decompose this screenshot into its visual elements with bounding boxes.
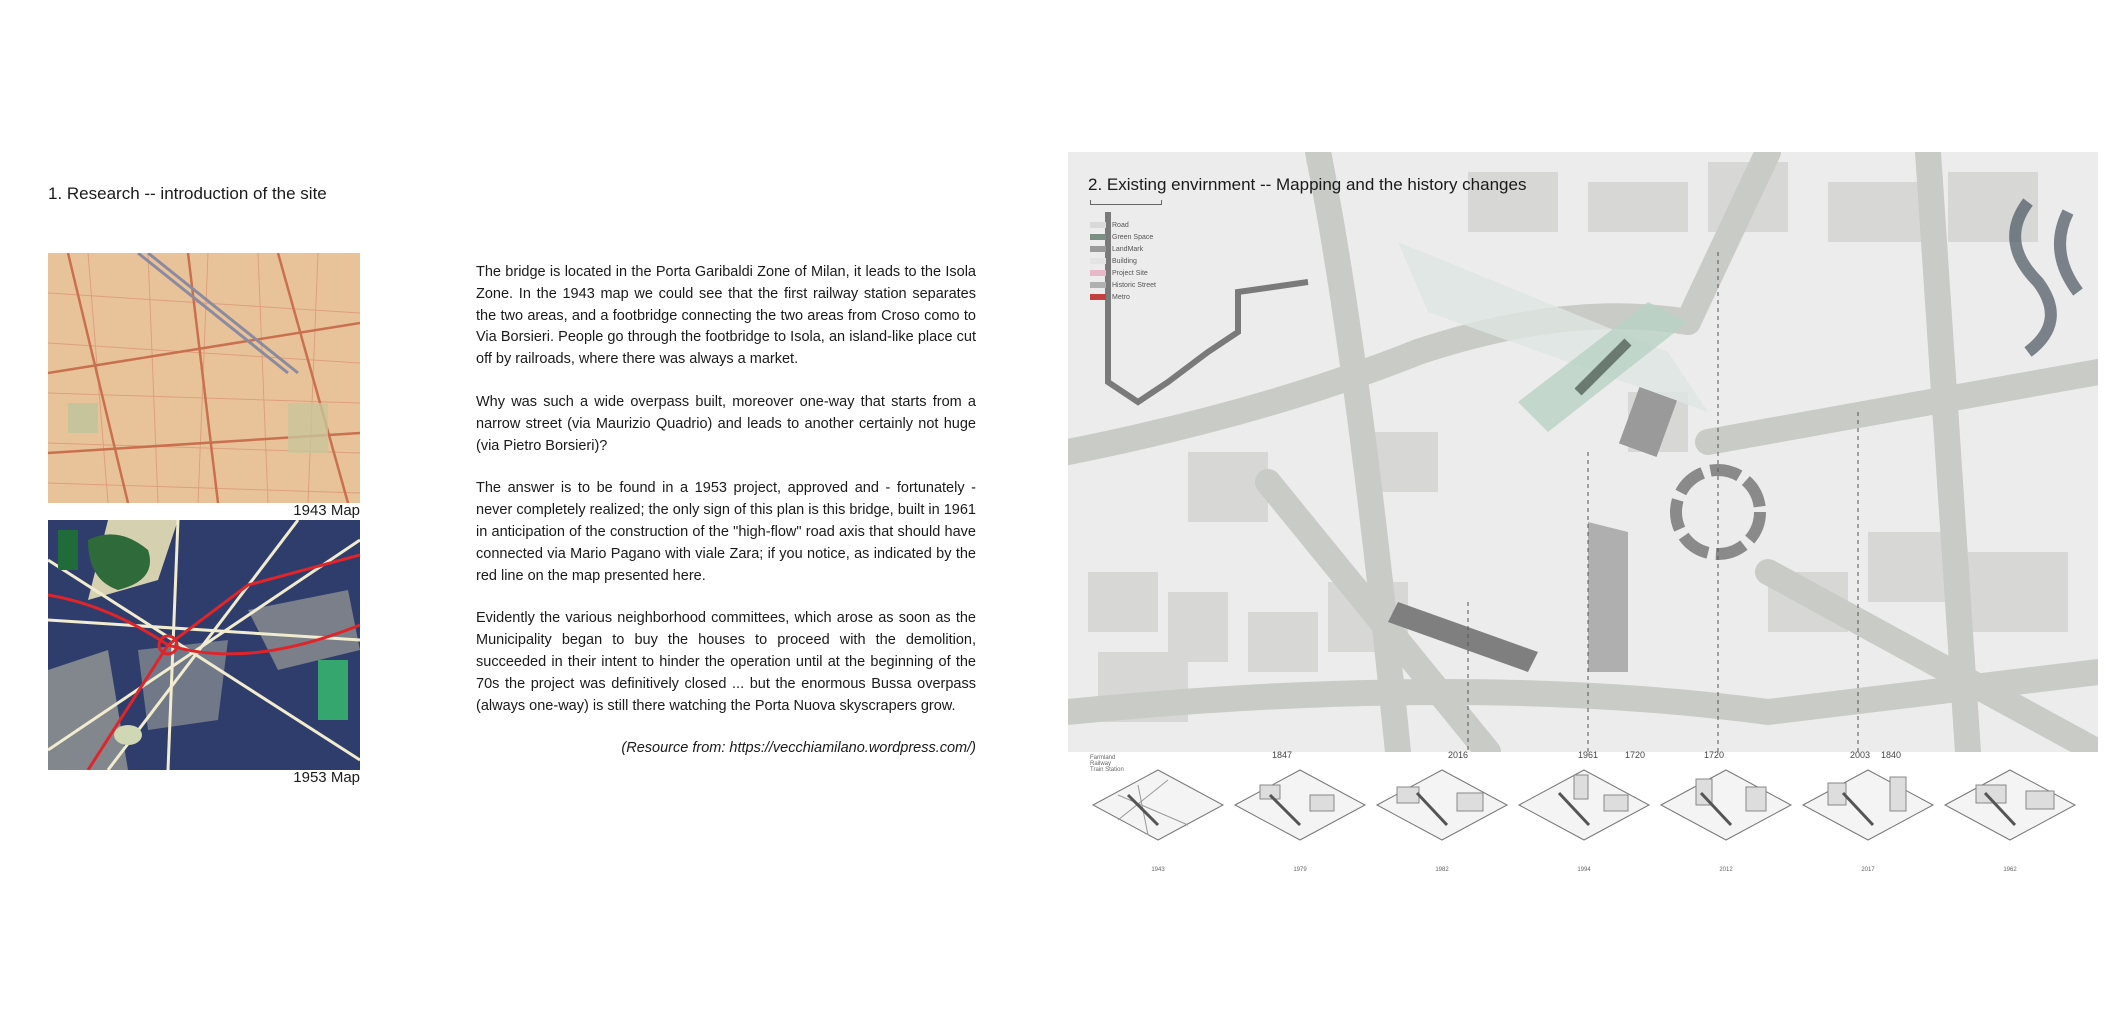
- timeline-year: 1720: [1703, 750, 1725, 760]
- map-1943-image: [48, 253, 360, 503]
- timeline-year: 2016: [1447, 750, 1469, 760]
- axon-label: 1994: [1577, 867, 1591, 873]
- legend-swatch: [1090, 270, 1106, 276]
- legend-item: [1090, 231, 1162, 243]
- legend-swatch: [1090, 282, 1106, 288]
- legend-label: Farmland: [1090, 755, 1116, 761]
- axon-label: 2012: [1719, 867, 1733, 873]
- scale-bar: [1090, 200, 1162, 205]
- legend-item: [1090, 267, 1162, 279]
- axon-diagram: [1088, 765, 1228, 875]
- paragraph: Evidently the various neighborhood committees, which arose as soon as the Municipality began to buy the houses to proceed with the demolition, succeeded in their intent to hinder the operation until at the beginning of the 70s the project was definitively closed ... but the enormous Bussa overpass (always one-way) is still there watching the Porta Nuova skyscrapers grow.: [476, 610, 976, 714]
- legend-label: Project Site: [1112, 269, 1148, 277]
- legend-label: Historic Street: [1112, 281, 1156, 289]
- axon-label: 1943: [1151, 867, 1165, 873]
- legend-label: LandMark: [1112, 245, 1144, 253]
- paragraph: Why was such a wide overpass built, moreover one-way that starts from a narrow street (via Maurizio Quadrio) and leads to another certainly not huge (via Pietro Borsieri)?: [476, 393, 976, 454]
- legend-swatch: [1090, 294, 1106, 300]
- axon-label: 1979: [1293, 867, 1307, 873]
- axon-diagram: [1656, 765, 1796, 875]
- source-citation: (Resource from: https://vecchiamilano.wordpress.com/): [621, 740, 976, 757]
- section-title: 2. Existing envirnment -- Mapping and the history changes: [1088, 175, 1527, 194]
- axon-label: 1982: [1435, 867, 1449, 873]
- paragraph: The answer is to be found in a 1953 project, approved and - fortunately - never completely realized; the only sign of this plan is this bridge, built in 1961 in anticipation of the construction of the "high-flow" road axis that should have connected via Mario Pagano with viale Zara; if you notice, as indicated by the red line on the map presented here.: [476, 480, 976, 584]
- timeline-year: 1961: [1577, 750, 1599, 760]
- legend-item: [1090, 291, 1162, 303]
- map-1953-caption: 1953 Map: [293, 769, 360, 786]
- paragraph: The bridge is located in the Porta Garibaldi Zone of Milan, it leads to the Isola Zone. In the 1943 map we could see that the first railway station separates the two areas, and a footbridge connecting the two areas from Croso como to Via Borsieri. People go through the footbridge to Isola, an island-like place cut off by railroads, where there was always a market.: [476, 264, 976, 368]
- legend-swatch: [1090, 234, 1106, 240]
- legend-swatch: [1090, 222, 1106, 228]
- legend-label: Building: [1112, 257, 1137, 265]
- timeline-year: 1847: [1271, 750, 1293, 760]
- legend-label: Road: [1112, 221, 1129, 229]
- legend-swatch: [1090, 246, 1106, 252]
- axon-diagram: [1798, 765, 1938, 875]
- timeline-years: [1068, 750, 2098, 766]
- timeline-year: 2003: [1849, 750, 1871, 760]
- legend-label: Metro: [1112, 293, 1130, 301]
- legend-item: [1090, 279, 1162, 291]
- legend-item: [1090, 219, 1162, 231]
- axon-diagram: [1372, 765, 1512, 875]
- axon-diagram: [1514, 765, 1654, 875]
- axon-label: 1962: [2003, 867, 2017, 873]
- section-title: 1. Research -- introduction of the site: [48, 184, 327, 203]
- legend-item: [1090, 255, 1162, 267]
- legend-label: Railway: [1090, 761, 1112, 767]
- axon-label: 2017: [1861, 867, 1875, 873]
- axon-diagram: [1230, 765, 1370, 875]
- site-map-image: [1068, 152, 2098, 752]
- legend-item: [1090, 243, 1162, 255]
- legend-label: Green Space: [1112, 233, 1154, 241]
- map-1953-image: [48, 520, 360, 770]
- axonometric-series: [1088, 765, 2088, 875]
- timeline-year: 1840: [1880, 750, 1902, 760]
- legend-swatch: [1090, 258, 1106, 264]
- legend-label: Train Station: [1090, 767, 1124, 773]
- map-1943-caption: 1943 Map: [293, 502, 360, 519]
- map-legend: [1090, 200, 1162, 303]
- axon-diagram: [1940, 765, 2080, 875]
- description-text: [476, 262, 976, 781]
- timeline-year: 1720: [1624, 750, 1646, 760]
